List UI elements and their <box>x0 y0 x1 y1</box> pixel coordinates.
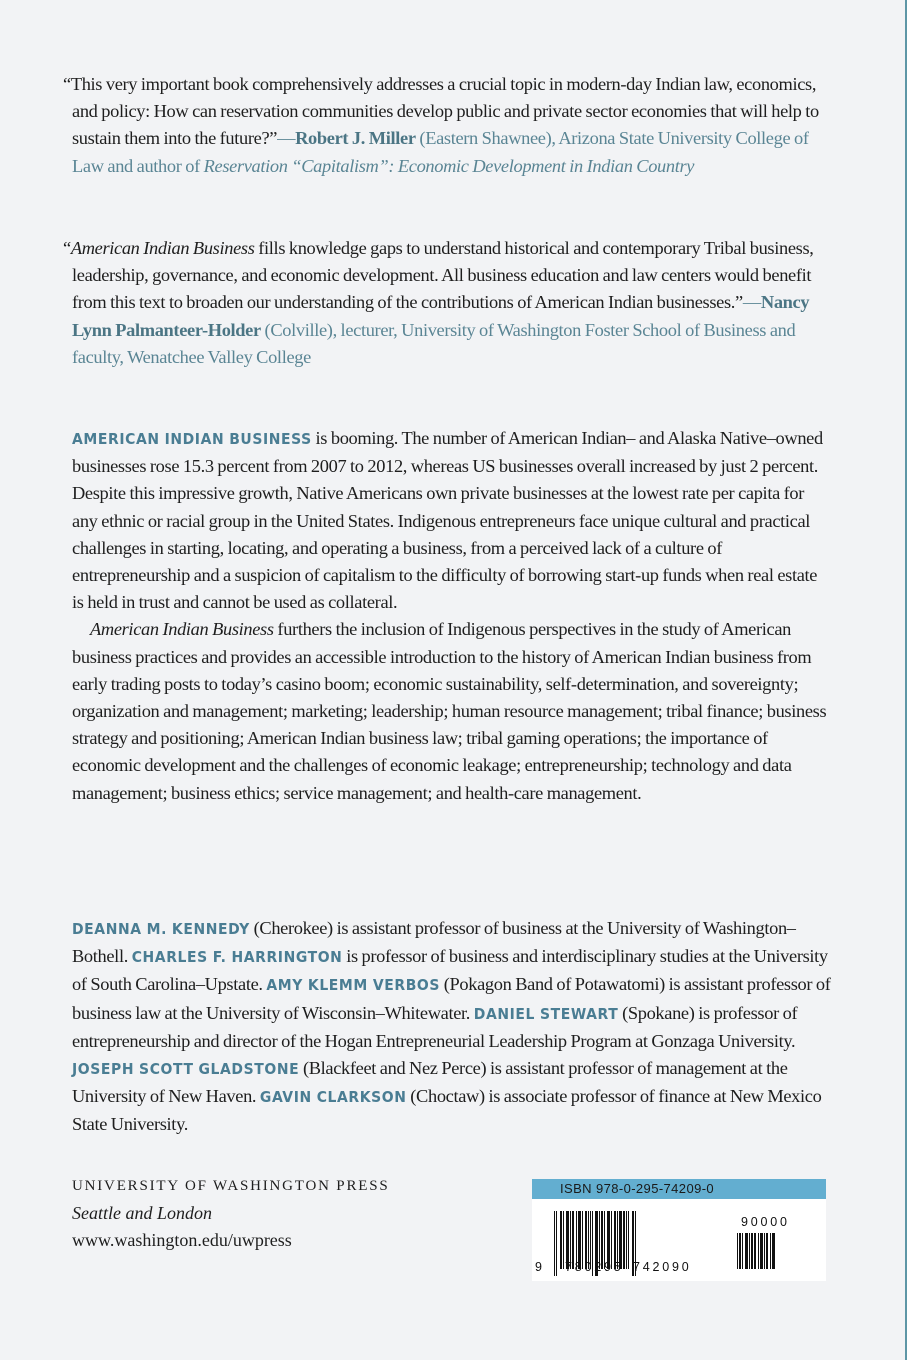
endorser-work-title: Reservation “Capitalism”: Economic Development in Indian Country <box>203 155 695 176</box>
publisher-name: UNIVERSITY OF WASHINGTON PRESS <box>72 1178 390 1194</box>
book-description <box>72 425 832 807</box>
author-bios <box>72 915 832 1139</box>
endorsement-quote-1 <box>63 71 832 180</box>
quote-text: “This very important book comprehensively addresses a crucial topic in modern-day Indian law, economics, and policy: How can reservation communities develop public and private sector economies that will help to sustain them into the future?” <box>63 74 819 149</box>
barcode-addon-digits: 90000 <box>741 1215 790 1229</box>
endorser-affiliation: (Colville), lecturer, University of Washington Foster School of Business and faculty, Wenatchee Valley College <box>72 319 796 367</box>
isbn-label: ISBN 978-0-295-74209-0 <box>532 1179 826 1199</box>
publisher-city: Seattle and London <box>72 1203 212 1223</box>
author-bio: (Cherokee) is assistant professor of business at the University of Washington–Bothell. <box>72 918 796 967</box>
publisher-info <box>72 1173 390 1254</box>
description-paragraph-1 <box>72 425 832 616</box>
endorser-name: Robert J. Miller <box>295 128 416 149</box>
author-bio: (Spokane) is professor of entrepreneurship and director of the Hogan Entrepreneurial Leadership Program at Gonzaga University. <box>72 1002 798 1051</box>
book-title: American Indian Business <box>90 619 274 640</box>
dash: — <box>277 128 296 149</box>
author-name: DANIEL STEWART <box>473 1004 619 1023</box>
author-bio: (Pokagon Band of Potawatomi) is assistant professor of business law at the University of Wisconsin–Whitewater. <box>72 974 831 1023</box>
barcode-right-digits: 742090 <box>633 1260 692 1274</box>
author-bio: (Blackfeet and Nez Perce) is assistant professor of management at the University of New Haven. <box>72 1058 788 1107</box>
author-name: JOSEPH SCOTT GLADSTONE <box>72 1060 300 1079</box>
quote-text: fills knowledge gaps to understand historical and contemporary Tribal business, leadership, governance, and economic development. All business education and law centers would benefit from this text to broaden our understanding of the contributions of American Indian businesses.” <box>72 238 814 313</box>
barcode-first-digit: 9 <box>535 1260 545 1274</box>
author-name: DEANNA M. KENNEDY <box>72 920 250 938</box>
author-bios-paragraph <box>72 915 832 1139</box>
publisher-url: www.washington.edu/uwpress <box>72 1230 292 1250</box>
barcode-addon-bars <box>737 1233 775 1269</box>
author-name: CHARLES F. HARRINGTON <box>131 948 343 967</box>
isbn-barcode <box>532 1179 826 1281</box>
quote-paragraph <box>63 71 832 180</box>
barcode-left-digits: 780295 <box>565 1260 624 1274</box>
author-name: GAVIN CLARKSON <box>259 1088 407 1107</box>
endorser-affiliation: (Eastern Shawnee), Arizona State University College of Law and author of <box>72 128 809 176</box>
description-text: is booming. The number of American Indian– and Alaska Native–owned businesses rose 15.3 percent from 2007 to 2012, whereas US businesses overall increased by just 2 percent. Despite this impressive growth, Native Americans own private businesses at the lowest rate per capita for any ethnic or racial group in the United States. Indigenous entrepreneurs face unique cultural and practical challenges in starting, locating, and operating a business, from a perceived lack of a culture of entrepreneurship and a suspicion of capitalism to the difficulty of borrowing start-up funds when real estate is held in trust and cannot be used as collateral. <box>72 428 823 613</box>
author-bio: (Choctaw) is associate professor of finance at New Mexico State University. <box>72 1086 822 1135</box>
description-paragraph-2 <box>72 616 832 806</box>
endorsement-quote-2 <box>63 235 832 371</box>
book-title: American Indian Business <box>70 238 255 258</box>
book-title-caps: AMERICAN INDIAN BUSINESS <box>72 430 312 448</box>
dash: — <box>742 292 761 313</box>
author-bio: is professor of business and interdisciplinary studies at the University of South Carolina–Upstate. <box>72 946 828 995</box>
description-text: furthers the inclusion of Indigenous perspectives in the study of American business practices and provides an accessible introduction to the history of American Indian business from early trading posts to today’s casino boom; economic sustainability, self-determination, and sovereignty; organization and management; marketing; leadership; human resource management; tribal finance; business strategy and positioning; American Indian business law; tribal gaming operations; the importance of economic development and the challenges of economic leakage; entrepreneurship; technology and data management; business ethics; service management; and health-care management. <box>72 619 827 803</box>
endorser-name: Nancy Lynn Palmanteer-Holder <box>72 292 810 340</box>
author-name: AMY KLEMM VERBOS <box>266 976 441 995</box>
open-quote: “ <box>63 238 71 258</box>
quote-paragraph <box>63 235 832 371</box>
